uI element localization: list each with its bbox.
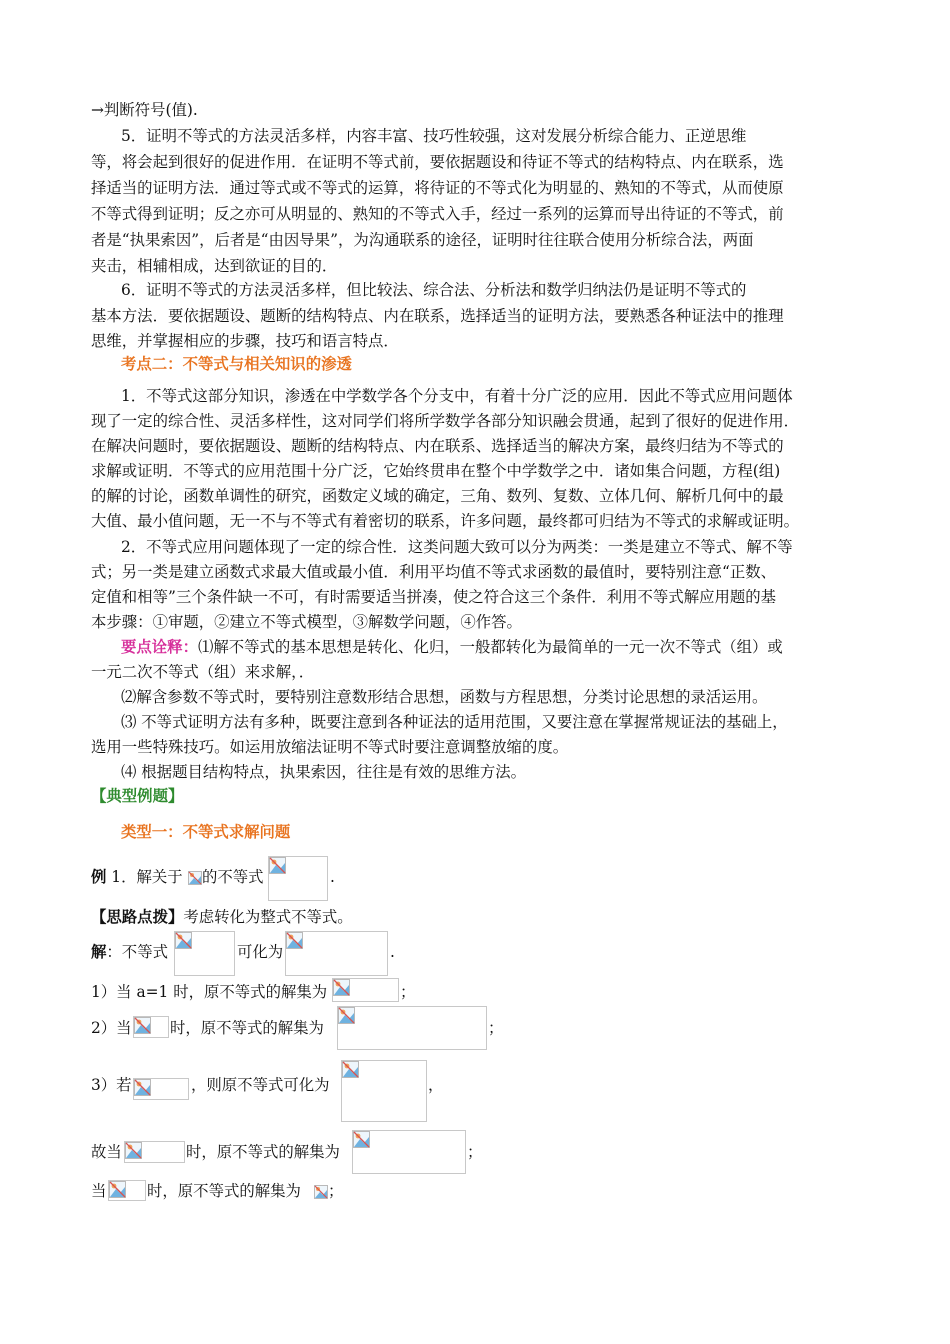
text-line: 夹击，相辅相成，达到欲证的目的． [91,257,338,275]
text-line: 的解的讨论，函数单调性的研究，函数定义域的确定，三角、数列、复数、立体几何、解析几何中的最 [91,487,784,505]
example-text: . [330,868,335,886]
text-line: 1．不等式这部分知识，渗透在中学数学各个分支中，有着十分广泛的应用．因此不等式应用问题体 [121,387,793,405]
text-line: 求解或证明．不等式的应用范围十分广泛，它始终贯串在整个中学数学之中．诸如集合问题，方程(组) [91,462,781,480]
text-line: 在解决问题时，要依据题设、题断的结构特点、内在联系、选择适当的解决方案，最终归结为不等式的 [91,437,784,455]
broken-image-icon [286,932,303,949]
broken-image-icon [338,1007,355,1024]
case-4-text: 时，原不等式的解集为 [186,1143,340,1161]
text-line: ⑵解含参数不等式时，要特别注意数形结合思想，函数与方程思想，分类讨论思想的录活运用。 [121,688,768,706]
case-4-text: 故当 [91,1143,122,1161]
broken-image-icon [109,1181,126,1198]
broken-image-icon [342,1061,359,1078]
text-line: 一元二次不等式（组）来求解，． [91,663,315,681]
text-line: →判断符号(值). [91,101,198,119]
text-line: 选用一些特殊技巧。如运用放缩法证明不等式时要注意调整放缩的度。 [91,738,569,756]
formula-image [352,1130,466,1174]
type-heading: 类型一：不等式求解问题 [121,823,291,841]
formula-image [108,1180,146,1201]
formula-image [174,931,235,976]
example-1-line [91,867,183,887]
formula-image [124,1141,185,1163]
solution-label: 解 [91,943,107,961]
solution-line [91,942,168,962]
broken-image-icon [353,1131,370,1148]
text-line: 基本方法．要依据题设、题断的结构特点、内在联系，选择适当的证明方法，要熟悉各种证法中的推理 [91,307,784,325]
formula-image [133,1078,189,1100]
broken-image-icon [134,1017,151,1034]
keypoint-label: 要点诠释： [121,638,198,656]
broken-image-icon [314,1184,328,1198]
keypoint-text: ⑴解不等式的基本思想是转化、化归，一般都转化为最简单的一元一次不等式（组）或 [197,638,783,656]
case-1-text: 1）当 a=1 时，原不等式的解集为 [91,983,328,1001]
case-5-text: ； [328,1182,344,1200]
formula-image [268,856,328,901]
keypoint-line [121,637,783,657]
case-1-text: ； [400,983,416,1001]
broken-image-icon [188,870,202,884]
broken-image-icon [269,857,286,874]
broken-image-icon [175,932,192,949]
formula-image [337,1006,487,1050]
text-line: 思维，并掌握相应的步骤，技巧和语言特点． [91,332,399,350]
text-line: 式；另一类是建立函数式求最大值或最小值．利用平均值不等式求函数的最值时，要特别注意“正数、 [91,563,777,581]
case-3-text: ， [428,1076,444,1094]
solution-text: . [390,943,395,961]
case-5-text: 时，原不等式的解集为 [147,1182,301,1200]
solution-text: ：不等式 [106,943,168,961]
text-line: 定值和相等”三个条件缺一不可，有时需要适当拼凑，使之符合这三个条件．利用不等式解应用题的基 [91,588,777,606]
text-line: 不等式得到证明；反之亦可从明显的、熟知的不等式入手，经过一系列的运算而导出待证的不等式，前 [91,205,784,223]
formula-image [285,931,388,976]
hint-line [91,907,353,927]
case-3-text: 3）若 [91,1076,132,1094]
section-heading: 考点二：不等式与相关知识的渗透 [121,355,352,373]
text-line: 择适当的证明方法．通过等式或不等式的运算，将待证的不等式化为明显的、熟知的不等式，从而使原 [91,179,784,197]
formula-image [341,1060,427,1122]
case-5-text: 当 [91,1182,107,1200]
case-4-text: ； [467,1143,483,1161]
broken-image-icon [125,1142,142,1159]
hint-label: 【思路点拨】 [91,908,184,926]
case-2-text: 2）当 [91,1019,132,1037]
case-3-text: ，则原不等式可化为 [191,1076,330,1094]
typical-examples-heading: 【典型例题】 [91,787,184,805]
broken-image-icon [333,979,350,996]
text-line: 等，将会起到很好的促进作用．在证明不等式前，要依据题设和待证不等式的结构特点、内在联系，选 [91,153,784,171]
example-text: 的不等式 [202,868,264,886]
example-label: 例 [91,868,107,886]
text-line: 6．证明不等式的方法灵活多样，但比较法、综合法、分析法和数学归纳法仍是证明不等式的 [121,281,747,299]
formula-image [133,1016,169,1038]
text-line: 5．证明不等式的方法灵活多样，内容丰富、技巧性较强，这对发展分析综合能力、正逆思维 [121,127,747,145]
case-2-text: 时，原不等式的解集为 [170,1019,324,1037]
formula-image [332,978,399,1002]
hint-text: 考虑转化为整式不等式。 [183,908,353,926]
broken-image-icon [134,1079,151,1096]
solution-text: 可化为 [237,943,284,961]
text-line: 本步骤：①审题，②建立不等式模型，③解数学问题，④作答。 [91,613,522,631]
text-line: 大值、最小值问题，无一不与不等式有着密切的联系，许多问题，最终都可归结为不等式的求解或证明。 [91,512,799,530]
text-line: 现了一定的综合性、灵活多样性，这对同学们将所学数学各部分知识融会贯通，起到了很好的促进作用． [91,412,799,430]
text-line: 2．不等式应用问题体现了一定的综合性．这类问题大致可以分为两类：一类是建立不等式、解不等 [121,538,793,556]
case-2-text: ； [488,1019,504,1037]
example-text: 1．解关于 [106,868,183,886]
text-line: ⑶ 不等式证明方法有多种，既要注意到各种证法的适用范围，又要注意在掌握常规证法的基础上， [121,713,788,731]
text-line: ⑷ 根据题目结构特点，执果索因，往往是有效的思维方法。 [121,763,527,781]
text-line: 者是“执果索因”，后者是“由因导果”，为沟通联系的途径，证明时往往联合使用分析综合法，两面 [91,231,754,249]
